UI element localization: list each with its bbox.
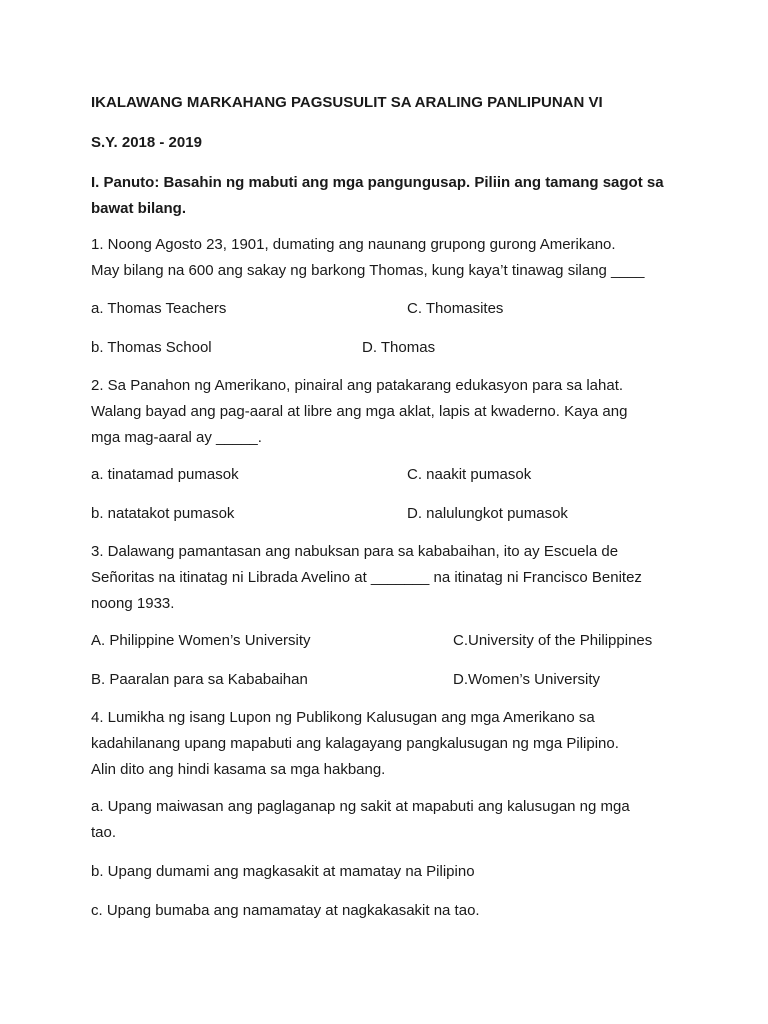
question-4-line-1: 4. Lumikha ng isang Lupon ng Publikong Kalusugan ang mga Amerikano sa (91, 709, 595, 726)
question-1-choice-a: a. Thomas Teachers (91, 300, 227, 317)
question-2-line-3: mga mag-aaral ay _____. (91, 429, 262, 446)
question-4-choice-c: c. Upang bumaba ang namamatay at nagkakasakit na tao. (91, 902, 480, 919)
question-3-line-3: noong 1933. (91, 595, 175, 612)
question-3-choice-c: C.University of the Philippines (453, 632, 653, 649)
question-1-line-2: May bilang na 600 ang sakay ng barkong Thomas, kung kaya’t tinawag silang ____ (91, 262, 645, 279)
question-3-choice-b: B. Paaralan para sa Kababaihan (91, 671, 308, 688)
question-2-line-2: Walang bayad ang pag-aaral at libre ang mga aklat, lapis at kwaderno. Kaya ang (91, 403, 628, 420)
question-2-choice-b: b. natatakot pumasok (91, 505, 235, 522)
question-4-choice-b: b. Upang dumami ang magkasakit at mamatay na Pilipino (91, 863, 475, 880)
instructions-line-2: bawat bilang. (91, 200, 187, 217)
question-1-choice-c: C. Thomasites (407, 300, 504, 317)
question-2-line-1: 2. Sa Panahon ng Amerikano, pinairal ang patakarang edukasyon para sa lahat. (91, 377, 624, 394)
question-3-choice-a: A. Philippine Women’s University (91, 632, 311, 649)
question-1-line-1: 1. Noong Agosto 23, 1901, dumating ang naunang grupong gurong Amerikano. (91, 236, 616, 253)
question-4-line-3: Alin dito ang hindi kasama sa mga hakbang. (91, 761, 386, 778)
question-3-choice-d: D.Women’s University (453, 671, 600, 688)
question-1-choice-d: D. Thomas (362, 339, 436, 356)
question-2-choice-c: C. naakit pumasok (407, 466, 532, 483)
question-4-choice-a: a. Upang maiwasan ang paglaganap ng sakit at mapabuti ang kalusugan ng mga (91, 798, 630, 815)
question-4-line-2: kadahilanang upang mapabuti ang kalagayang pangkalusugan ng mga Pilipino. (91, 735, 619, 752)
question-1-choice-b: b. Thomas School (91, 339, 212, 356)
instructions-line-1: I. Panuto: Basahin ng mabuti ang mga pangungusap. Piliin ang tamang sagot sa (91, 174, 664, 191)
question-2-choice-a: a. tinatamad pumasok (91, 466, 239, 483)
question-3-line-1: 3. Dalawang pamantasan ang nabuksan para sa kababaihan, ito ay Escuela de (91, 543, 619, 560)
question-4-choice-a-cont: tao. (91, 824, 117, 841)
exam-title: IKALAWANG MARKAHANG PAGSUSULIT SA ARALING PANLIPUNAN VI (91, 94, 603, 111)
question-2-choice-d: D. nalulungkot pumasok (407, 505, 568, 522)
school-year: S.Y. 2018 - 2019 (91, 134, 202, 151)
question-3-line-2: Señoritas na itinatag ni Librada Avelino at _______ na itinatag ni Francisco Benitez (91, 569, 642, 586)
